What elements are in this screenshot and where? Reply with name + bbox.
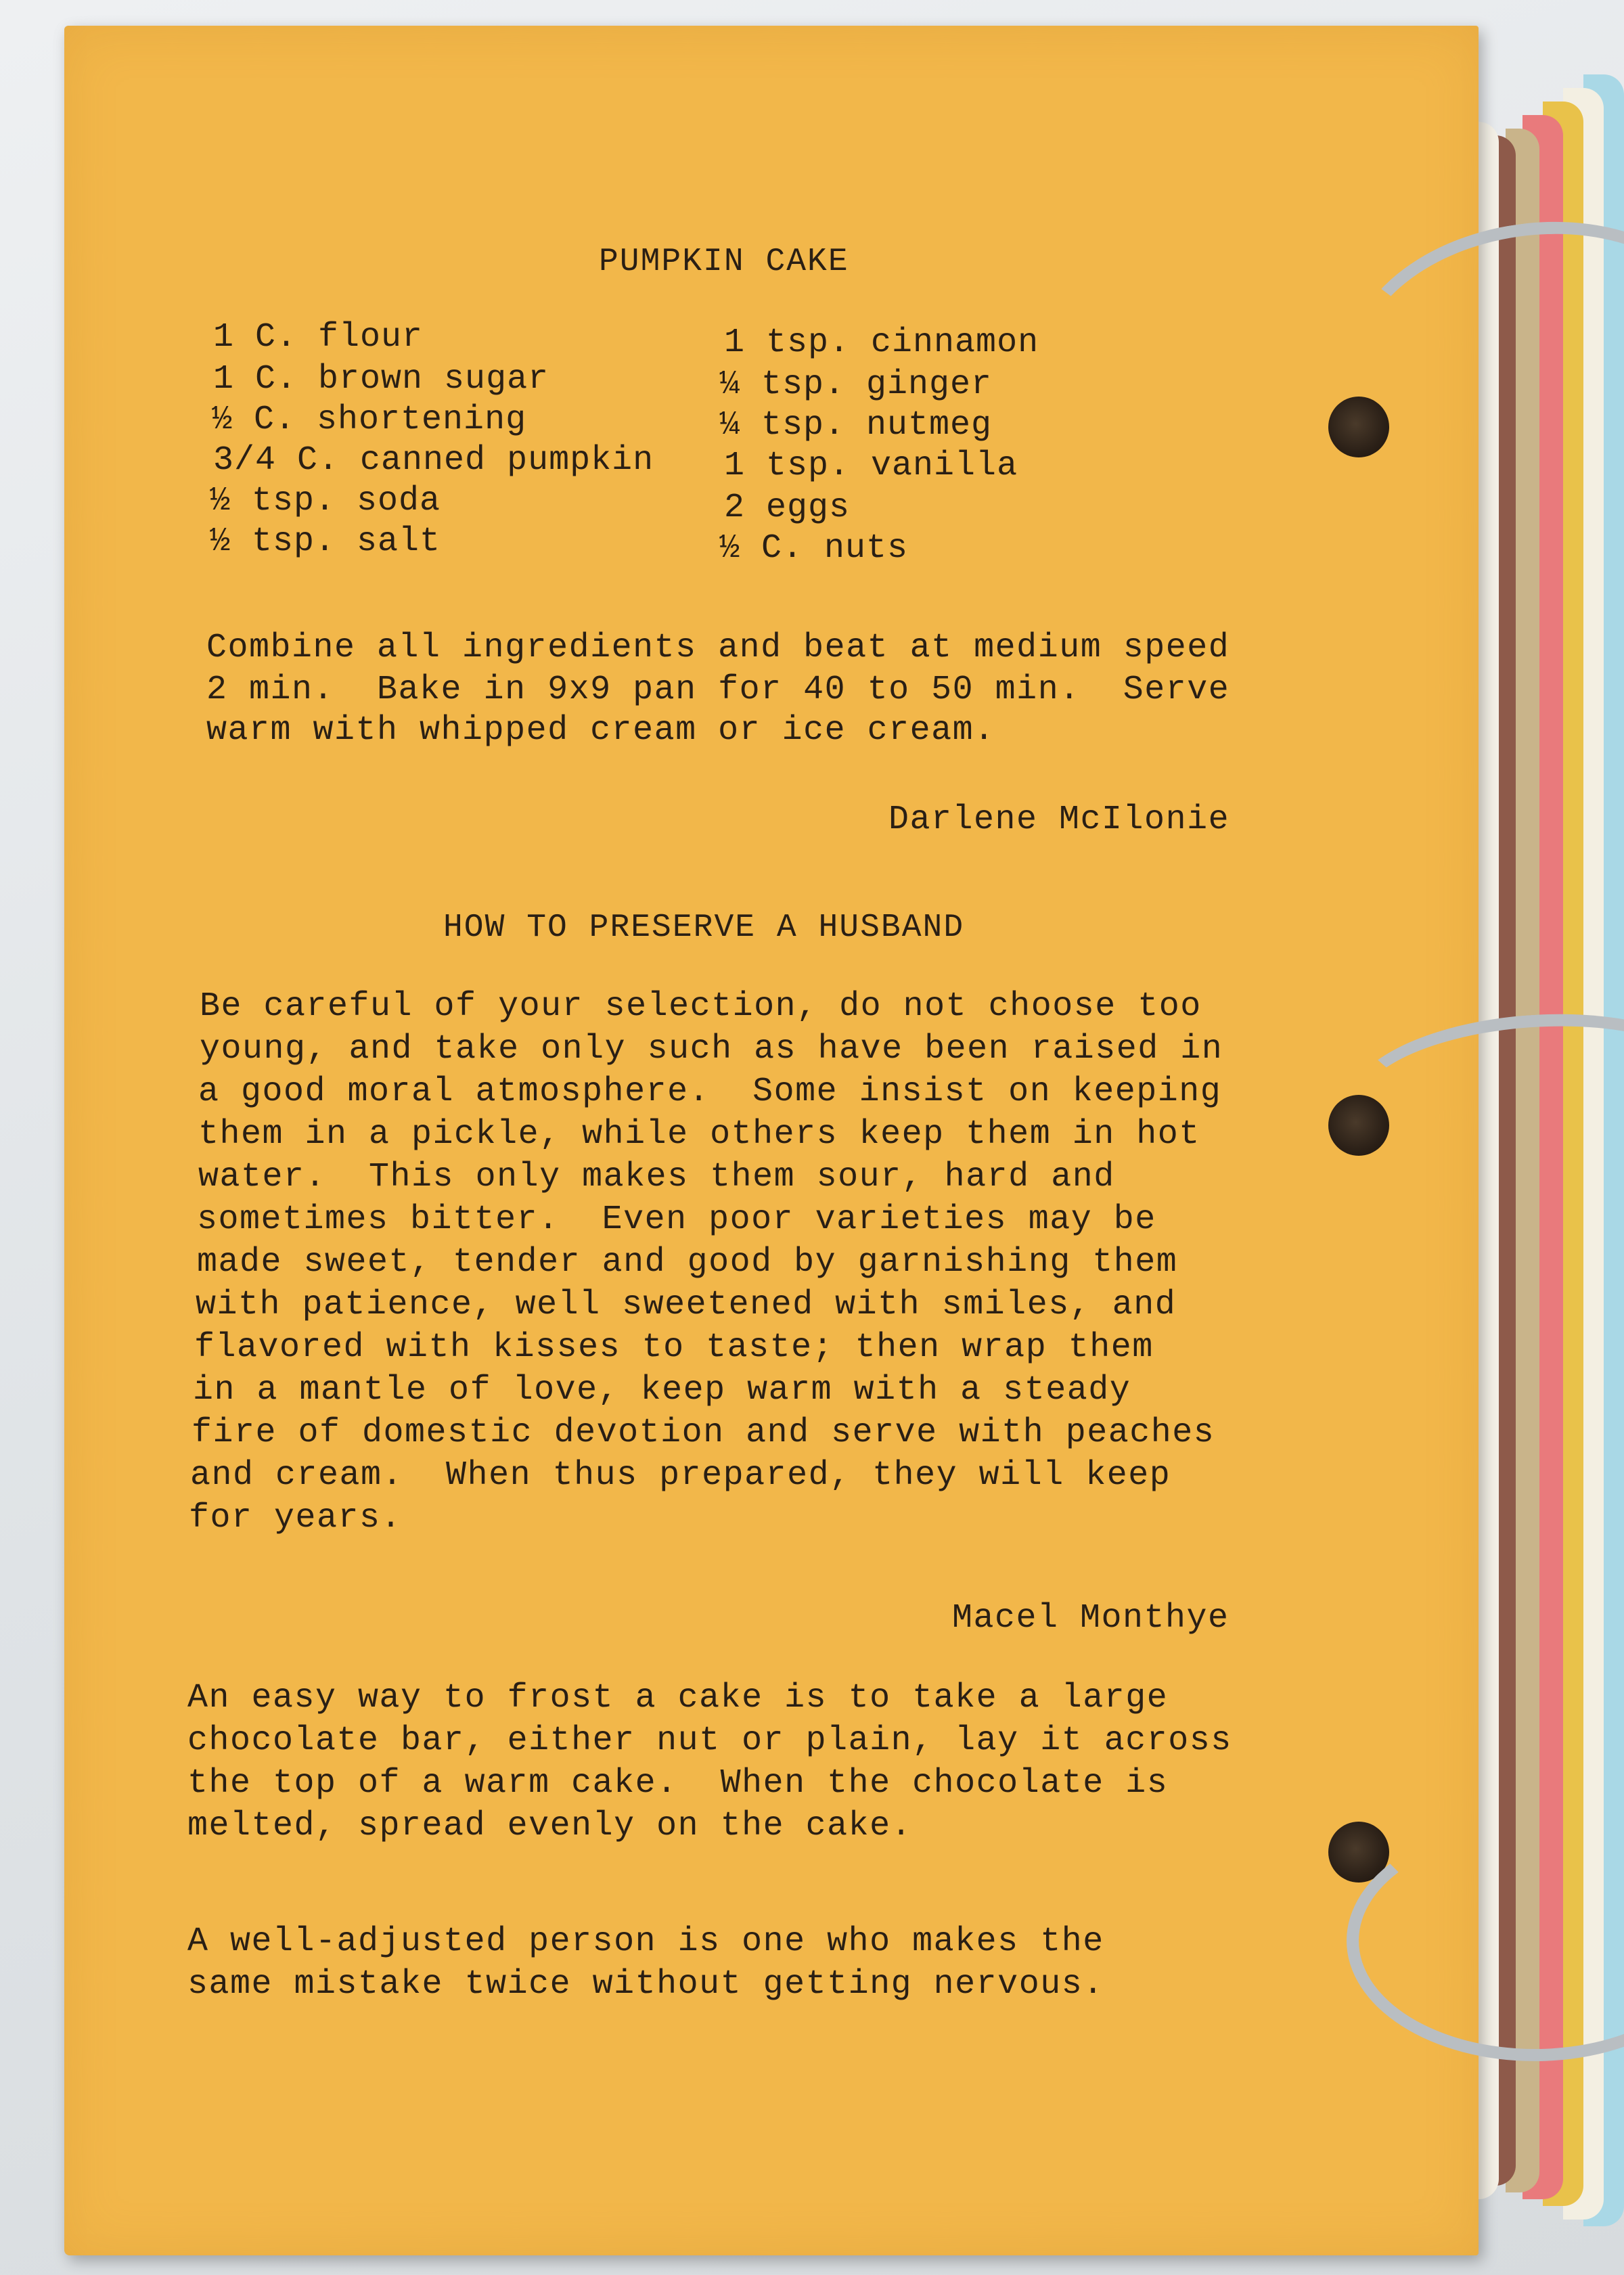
text-line: same mistake twice without getting nervous. (187, 1965, 1104, 2004)
text-line: for years. (189, 1499, 403, 1537)
text-line: chocolate bar, either nut or plain, lay it across (187, 1721, 1232, 1760)
ingredient: 1 tsp. vanilla (724, 447, 1018, 485)
ingredient: 1 C. flour (213, 318, 424, 357)
section-title: HOW TO PRESERVE A HUSBAND (443, 909, 965, 946)
section-author: Macel Monthye (952, 1599, 1230, 1638)
text-line: them in a pickle, while others keep them in hot (198, 1115, 1200, 1154)
text-line: made sweet, tender and good by garnishing them (197, 1243, 1178, 1282)
text-line: young, and take only such as have been raised in (200, 1030, 1223, 1068)
ingredient: 1 tsp. cinnamon (724, 323, 1039, 362)
text-line: An easy way to frost a cake is to take a large (187, 1679, 1169, 1717)
text-line: A well-adjusted person is one who makes the (187, 1922, 1104, 1961)
text-line: a good moral atmosphere. Some insist on keeping (198, 1073, 1222, 1111)
text-line: Be careful of your selection, do not choose too (200, 987, 1202, 1026)
text-line: Combine all ingredients and beat at medium speed (206, 629, 1230, 667)
ingredient: ½ tsp. soda (210, 482, 441, 520)
text-line: 2 min. Bake in 9x9 pan for 40 to 50 min. Serve (206, 671, 1230, 709)
text-line: water. This only makes them sour, hard and (198, 1158, 1115, 1196)
text-line: sometimes bitter. Even poor varieties may be (197, 1200, 1156, 1239)
text-line: flavored with kisses to taste; then wrap them (194, 1328, 1154, 1367)
cookbook-page (64, 26, 1479, 2255)
text-line: warm with whipped cream or ice cream. (206, 711, 995, 750)
text-line: with patience, well sweetened with smiles, and (196, 1286, 1177, 1324)
ingredient: 3/4 C. canned pumpkin (213, 441, 654, 480)
recipe-title: PUMPKIN CAKE (599, 244, 849, 280)
ingredient: ½ C. shortening (212, 401, 527, 439)
text-line: and cream. When thus prepared, they will keep (190, 1456, 1171, 1495)
text-line: melted, spread evenly on the cake. (187, 1807, 913, 1845)
ingredient: ¼ tsp. nutmeg (719, 406, 993, 445)
ingredient: ½ C. nuts (719, 529, 909, 568)
ingredient: 2 eggs (724, 489, 851, 527)
text-line: fire of domestic devotion and serve with peaches (191, 1414, 1215, 1452)
ingredient: 1 C. brown sugar (213, 360, 549, 399)
ingredient: ¼ tsp. ginger (719, 365, 993, 404)
recipe-author: Darlene McIlonie (888, 801, 1230, 839)
ingredient: ½ tsp. salt (210, 522, 441, 561)
text-line: in a mantle of love, keep warm with a steady (193, 1371, 1131, 1410)
text-line: the top of a warm cake. When the chocolate is (187, 1764, 1169, 1803)
